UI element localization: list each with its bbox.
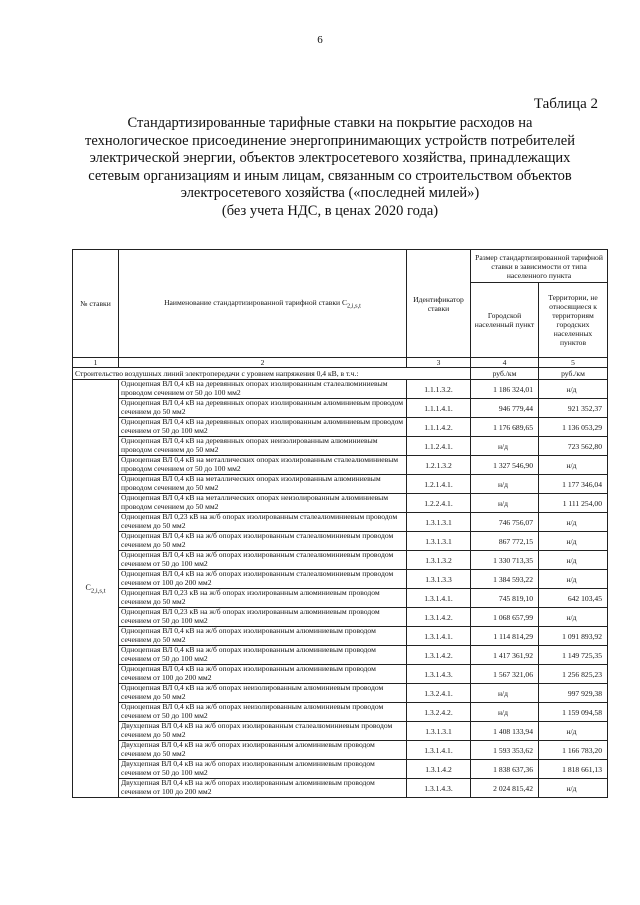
table-row	[73, 475, 608, 494]
rate-rural-value: н/д	[539, 570, 608, 589]
rate-urban-value: н/д	[471, 437, 539, 456]
rate-rural-value: н/д	[539, 456, 608, 475]
rate-name: Одноцепная ВЛ 0,4 кВ на деревянных опорах изолированным сталеалюминиевым проводом сечением от 50 до 100 мм2	[119, 380, 407, 399]
section-unit-rural: руб./км	[539, 368, 608, 380]
rate-name: Одноцепная ВЛ 0,4 кВ на ж/б опорах изолированным сталеалюминиевым проводом сечением от 50 до 100 мм2	[119, 551, 407, 570]
rate-name: Двухцепная ВЛ 0,4 кВ на ж/б опорах изолированным алюминиевым проводом сечением до 50 мм2	[119, 741, 407, 760]
header-rate-name-subscript: 2,i,s,t	[347, 302, 361, 310]
header-rural: Территории, не относящиеся к территориям городских населенных пунктов	[539, 283, 608, 358]
rate-urban-value: 1 327 546,90	[471, 456, 539, 475]
document-title	[70, 115, 590, 220]
rate-id: 1.3.1.3.1	[407, 722, 471, 741]
table-row	[73, 418, 608, 437]
rate-name: Одноцепная ВЛ 0,4 кВ на ж/б опорах изолированным сталеалюминиевым проводом сечением до 50 мм2	[119, 532, 407, 551]
rate-name: Одноцепная ВЛ 0,4 кВ на деревянных опорах изолированным алюминиевым проводом сечением до 50 мм2	[119, 399, 407, 418]
rate-urban-value: 1 330 713,35	[471, 551, 539, 570]
rate-code-subscript: 2,i,s,t	[90, 587, 106, 595]
rate-rural-value: н/д	[539, 532, 608, 551]
rate-name: Одноцепная ВЛ 0,23 кВ на ж/б опорах изолированным сталеалюминиевым проводом сечением до 50 мм2	[119, 513, 407, 532]
table-row	[73, 627, 608, 646]
rate-id: 1.3.1.4.1.	[407, 627, 471, 646]
rate-rural-value: н/д	[539, 722, 608, 741]
table-row	[73, 684, 608, 703]
rate-urban-value: 1 384 593,22	[471, 570, 539, 589]
title-line: сетевым организациям и иным лицам, связанным со строительством объектов	[88, 167, 572, 184]
rate-urban-value: 1 567 321,06	[471, 665, 539, 684]
rate-rural-value: 1 818 661,13	[539, 760, 608, 779]
rate-urban-value: н/д	[471, 494, 539, 513]
header-rate-name-text: Наименование стандартизированной тарифной ставки C	[164, 297, 348, 307]
rate-rural-value: 1 136 053,29	[539, 418, 608, 437]
rate-id: 1.3.1.3.1	[407, 513, 471, 532]
header-rate-name	[119, 250, 407, 358]
rate-urban-value: н/д	[471, 475, 539, 494]
rate-rural-value: 723 562,80	[539, 437, 608, 456]
table-row	[73, 494, 608, 513]
rate-name: Одноцепная ВЛ 0,23 кВ на ж/б опорах изолированным алюминиевым проводом сечением до 50 мм2	[119, 589, 407, 608]
rate-id: 1.2.2.4.1.	[407, 494, 471, 513]
rate-urban-value: 746 756,07	[471, 513, 539, 532]
table-label: Таблица 2	[533, 96, 598, 112]
table-row	[73, 722, 608, 741]
rate-id: 1.3.1.4.1.	[407, 741, 471, 760]
rate-name: Одноцепная ВЛ 0,4 кВ на ж/б опорах изолированным сталеалюминиевым проводом сечением от 100 до 200 мм2	[119, 570, 407, 589]
rate-name: Одноцепная ВЛ 0,4 кВ на деревянных опорах неизолированным алюминиевым проводом сечением до 50 мм2	[119, 437, 407, 456]
title-line: (без учета НДС, в ценах 2020 года)	[221, 202, 439, 219]
rate-id: 1.3.1.4.1.	[407, 589, 471, 608]
rate-rural-value: 921 352,37	[539, 399, 608, 418]
rate-rural-value: н/д	[539, 380, 608, 399]
rate-rural-value: 1 177 346,04	[539, 475, 608, 494]
rate-id: 1.3.2.4.1.	[407, 684, 471, 703]
rate-urban-value: 745 819,10	[471, 589, 539, 608]
rate-urban-value: 1 838 637,36	[471, 760, 539, 779]
column-number: 5	[539, 358, 608, 368]
rate-name: Одноцепная ВЛ 0,4 кВ на металлических опорах изолированным сталеалюминиевым проводом сечением от 50 до 100 мм2	[119, 456, 407, 475]
rate-id: 1.2.1.3.2	[407, 456, 471, 475]
rate-id: 1.1.1.4.2.	[407, 418, 471, 437]
rate-rural-value: н/д	[539, 513, 608, 532]
table-row	[73, 570, 608, 589]
rate-name: Одноцепная ВЛ 0,4 кВ на ж/б опорах изолированным алюминиевым проводом сечением до 50 мм2	[119, 627, 407, 646]
rate-urban-value: н/д	[471, 684, 539, 703]
rate-urban-value: 1 417 361,92	[471, 646, 539, 665]
rate-urban-value: 1 176 689,65	[471, 418, 539, 437]
rate-rural-value: 1 111 254,00	[539, 494, 608, 513]
section-unit-urban: руб./км	[471, 368, 539, 380]
rate-urban-value: 1 114 814,29	[471, 627, 539, 646]
rate-id: 1.3.2.4.2.	[407, 703, 471, 722]
rate-id: 1.3.1.3.2	[407, 551, 471, 570]
column-number: 4	[471, 358, 539, 368]
table-row	[73, 551, 608, 570]
rate-urban-value: 946 779,44	[471, 399, 539, 418]
title-line: электросетевого хозяйства («последней милей»)	[180, 185, 480, 201]
rate-name: Одноцепная ВЛ 0,4 кВ на металлических опорах изолированным алюминиевым проводом сечением до 50 мм2	[119, 475, 407, 494]
rate-urban-value: 2 024 815,42	[471, 779, 539, 798]
table-row	[73, 779, 608, 798]
table-row	[73, 665, 608, 684]
rate-name: Одноцепная ВЛ 0,4 кВ на металлических опорах неизолированным алюминиевым проводом сечением до 50 мм2	[119, 494, 407, 513]
rate-urban-value: 1 068 657,99	[471, 608, 539, 627]
rate-id: 1.3.1.4.3.	[407, 779, 471, 798]
section-label: Строительство воздушных линий электропередачи с уровнем напряжения 0,4 кВ, в т.ч.:	[73, 368, 471, 380]
header-rate-number: № ставки	[73, 250, 119, 358]
rate-id: 1.2.1.4.1.	[407, 475, 471, 494]
header-rate-size: Размер стандартизированной тарифной ставки в зависимости от типа населенного пункта	[471, 250, 608, 283]
rate-urban-value: н/д	[471, 703, 539, 722]
rate-rural-value: 1 256 825,23	[539, 665, 608, 684]
rate-urban-value: 1 408 133,94	[471, 722, 539, 741]
rate-rural-value: н/д	[539, 608, 608, 627]
table-row	[73, 437, 608, 456]
rate-code-letter: C	[85, 582, 91, 592]
rate-urban-value: 867 772,15	[471, 532, 539, 551]
table-row	[73, 589, 608, 608]
rate-code	[73, 380, 119, 798]
table-row	[73, 532, 608, 551]
rate-id: 1.1.1.3.2.	[407, 380, 471, 399]
table-row	[73, 608, 608, 627]
rate-rural-value: 1 149 725,35	[539, 646, 608, 665]
rate-id: 1.3.1.3.3	[407, 570, 471, 589]
table-body	[73, 380, 608, 798]
rate-name: Одноцепная ВЛ 0,4 кВ на ж/б опорах неизолированным алюминиевым проводом сечением до 50 мм2	[119, 684, 407, 703]
rate-name: Двухцепная ВЛ 0,4 кВ на ж/б опорах изолированным алюминиевым проводом сечением от 50 до 100 мм2	[119, 760, 407, 779]
table-row	[73, 456, 608, 475]
tariff-table	[72, 249, 608, 798]
rate-id: 1.3.1.4.2	[407, 760, 471, 779]
table-row	[73, 703, 608, 722]
rate-name: Двухцепная ВЛ 0,4 кВ на ж/б опорах изолированным алюминиевым проводом сечением от 100 до 200 мм2	[119, 779, 407, 798]
rate-rural-value: 642 103,45	[539, 589, 608, 608]
table-row	[73, 513, 608, 532]
rate-id: 1.3.1.4.2.	[407, 646, 471, 665]
rate-id: 1.3.1.3.1	[407, 532, 471, 551]
rate-id: 1.1.2.4.1.	[407, 437, 471, 456]
page-number: 6	[317, 34, 323, 46]
table-row	[73, 399, 608, 418]
title-line: технологическое присоединение энергопринимающих устройств потребителей	[85, 132, 575, 149]
table-row	[73, 380, 608, 399]
rate-rural-value: 1 166 783,20	[539, 741, 608, 760]
header-urban: Городской населенный пункт	[471, 283, 539, 358]
rate-urban-value: 1 593 353,62	[471, 741, 539, 760]
rate-rural-value: 997 929,38	[539, 684, 608, 703]
column-number: 2	[119, 358, 407, 368]
rate-urban-value: 1 186 324,01	[471, 380, 539, 399]
rate-rural-value: 1 091 893,92	[539, 627, 608, 646]
column-number: 3	[407, 358, 471, 368]
rate-id: 1.1.1.4.1.	[407, 399, 471, 418]
table-row	[73, 646, 608, 665]
title-line: Стандартизированные тарифные ставки на покрытие расходов на	[127, 115, 533, 131]
rate-name: Одноцепная ВЛ 0,4 кВ на деревянных опорах изолированным алюминиевым проводом сечением от 50 до 100 мм2	[119, 418, 407, 437]
rate-name: Одноцепная ВЛ 0,4 кВ на ж/б опорах изолированным алюминиевым проводом сечением от 50 до 100 мм2	[119, 646, 407, 665]
rate-rural-value: н/д	[539, 551, 608, 570]
rate-rural-value: 1 159 094,58	[539, 703, 608, 722]
rate-name: Одноцепная ВЛ 0,4 кВ на ж/б опорах неизолированным алюминиевым проводом сечением от 50 до 100 мм2	[119, 703, 407, 722]
rate-id: 1.3.1.4.3.	[407, 665, 471, 684]
table-row	[73, 741, 608, 760]
rate-name: Одноцепная ВЛ 0,23 кВ на ж/б опорах изолированным алюминиевым проводом сечением от 50 до 100 мм2	[119, 608, 407, 627]
rate-name: Двухцепная ВЛ 0,4 кВ на ж/б опорах изолированным сталеалюминиевым проводом сечением до 50 мм2	[119, 722, 407, 741]
title-line: электрической энергии, объектов электросетевого хозяйства, принадлежащих	[89, 150, 571, 166]
rate-name: Одноцепная ВЛ 0,4 кВ на ж/б опорах изолированным алюминиевым проводом сечением от 100 до 200 мм2	[119, 665, 407, 684]
table-row	[73, 760, 608, 779]
rate-rural-value: н/д	[539, 779, 608, 798]
column-number: 1	[73, 358, 119, 368]
rate-id: 1.3.1.4.2.	[407, 608, 471, 627]
header-rate-id: Идентификатор ставки	[407, 250, 471, 358]
